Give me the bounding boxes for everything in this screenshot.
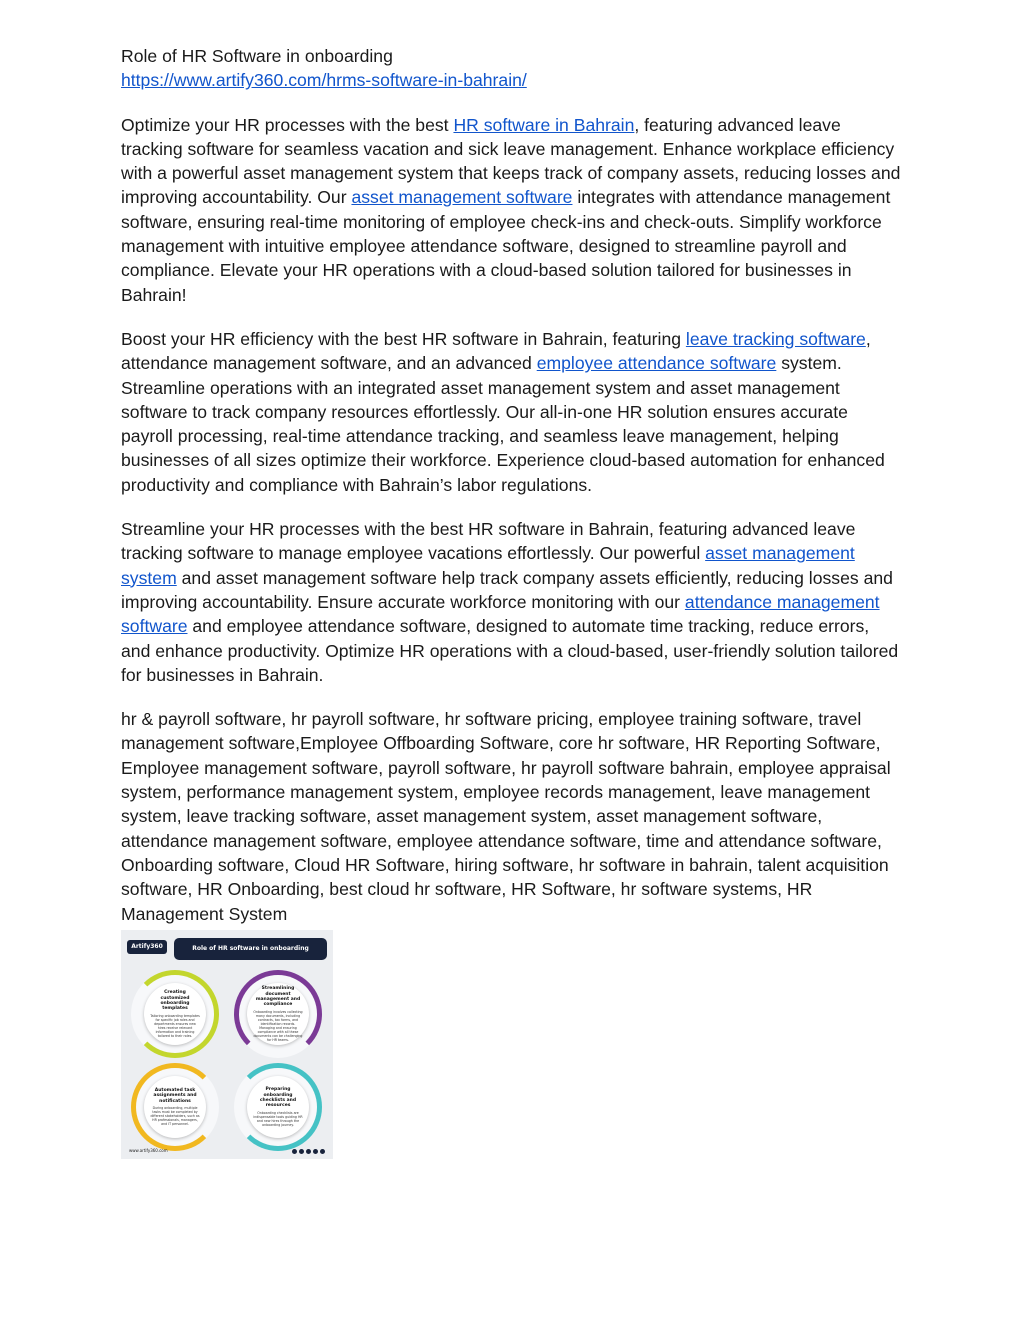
leave-tracking-software-link[interactable]: leave tracking software: [685, 328, 866, 349]
infographic-card-2: [234, 970, 322, 1058]
linkedin-icon: [313, 1149, 318, 1154]
hr-software-bahrain-link[interactable]: HR software in Bahrain: [453, 114, 635, 135]
instagram-icon: [299, 1149, 304, 1154]
asset-management-system-link[interactable]: asset management system: [121, 543, 855, 588]
card-title: Automated task assignments and notifications: [153, 1087, 197, 1104]
text: and asset management software help track company assets efficiently, reducing losses and improving accountability. Ensure accurate workforce monitoring with our: [121, 567, 893, 612]
artify360-logo: Artify360: [127, 940, 167, 954]
twitter-icon: [306, 1149, 311, 1154]
infographic-card-1: [131, 970, 219, 1058]
document-header: [121, 44, 901, 93]
facebook-icon: [292, 1149, 297, 1154]
infographic-title: Role of HR software in onboarding: [174, 938, 327, 960]
text: , featuring advanced leave tracking software for seamless vacation and sick leave management. Enhance workplace efficiency with a powerful asset management system that keeps track of company assets, reducing losses and improving accountability. Our: [121, 114, 901, 208]
card-desc: Onboarding involves collecting many documents, including contracts, tax forms, and identification records. Managing and ensuring compliance with all these documents can be challenging for HR teams.: [253, 1009, 303, 1042]
keywords-paragraph: hr & payroll software, hr payroll software, hr software pricing, employee training software, travel management software,Employee Offboarding Software, core hr software, HR Reporting Software, Employee management software, payroll software, hr payroll software bahrain, employee appraisal system, performance management system, employee records management, leave management system, leave tracking software, asset management system, asset management software, attendance management software, employee attendance software, time and attendance software, Onboarding software, Cloud HR Software, hiring software, hr software in bahrain, talent acquisition software, HR Onboarding, best cloud hr software, HR Software, hr software systems, HR Management System: [121, 709, 891, 924]
infographic-footer-url: www.artify360.com: [129, 1148, 168, 1153]
card-desc: Onboarding checklists are indispensable tools guiding HR and new hires through the onboarding journey.: [253, 1110, 303, 1127]
text: system. Streamline operations with an integrated asset management system and asset management software to track company resources effortlessly. Our all-in-one HR solution ensures accurate payroll processing, real-time attendance tracking, and seamless leave management, helping businesses of all sizes optimize their workforce. Experience cloud-based automation for enhanced productivity and compliance with Bahrain’s labor regulations.: [121, 353, 885, 495]
paragraph-3: [121, 517, 901, 687]
card-title: Creating customized onboarding templates: [160, 990, 190, 1012]
text: integrates with attendance management software, ensuring real-time monitoring of employee check-ins and check-outs. Simplify workforce management with intuitive employee attendance software, designed to streamline payroll and compliance. Elevate your HR operations with a cloud-based solution tailored for businesses in Bahrain!: [121, 187, 891, 305]
infographic-card-4: [234, 1063, 322, 1151]
text: Boost your HR efficiency with the best HR software in Bahrain, featuring: [121, 328, 686, 349]
card-title: Preparing onboarding checklists and resources: [259, 1087, 297, 1109]
card-desc: Tailoring onboarding templates for specific job roles and departments ensures new hires receive relevant information and training tailored to their roles.: [150, 1013, 200, 1038]
social-icons: [292, 1149, 325, 1154]
document-body: [121, 44, 901, 946]
paragraph-2: [121, 327, 901, 497]
card-desc: During onboarding, multiple tasks must be completed by different stakeholders, such as HR professionals, managers, and IT personnel.: [150, 1106, 200, 1127]
youtube-icon: [320, 1149, 325, 1154]
text: , attendance management software, and an advanced: [121, 328, 871, 374]
onboarding-infographic: [121, 930, 333, 1159]
paragraph-1: [121, 113, 901, 307]
source-link[interactable]: https://www.artify360.com/hrms-software-in-bahrain/: [121, 70, 527, 91]
text: Optimize your HR processes with the best: [121, 114, 454, 135]
employee-attendance-software-link[interactable]: employee attendance software: [536, 353, 777, 374]
attendance-management-software-link[interactable]: attendance management software: [121, 591, 880, 637]
page-title: Role of HR Software in onboarding: [121, 46, 393, 66]
asset-management-software-link[interactable]: asset management software: [351, 187, 573, 208]
card-title: Streamlining document management and compliance: [255, 986, 301, 1008]
infographic-card-3: [131, 1063, 219, 1151]
text: and employee attendance software, designed to automate time tracking, reduce errors, and enhance productivity. Optimize HR operations with a cloud-based, user-friendly solution tailored for businesses in Bahrain.: [121, 616, 899, 685]
text: Streamline your HR processes with the best HR software in Bahrain, featuring advanced leave tracking software to manage employee vacations effortlessly. Our powerful: [121, 519, 856, 564]
